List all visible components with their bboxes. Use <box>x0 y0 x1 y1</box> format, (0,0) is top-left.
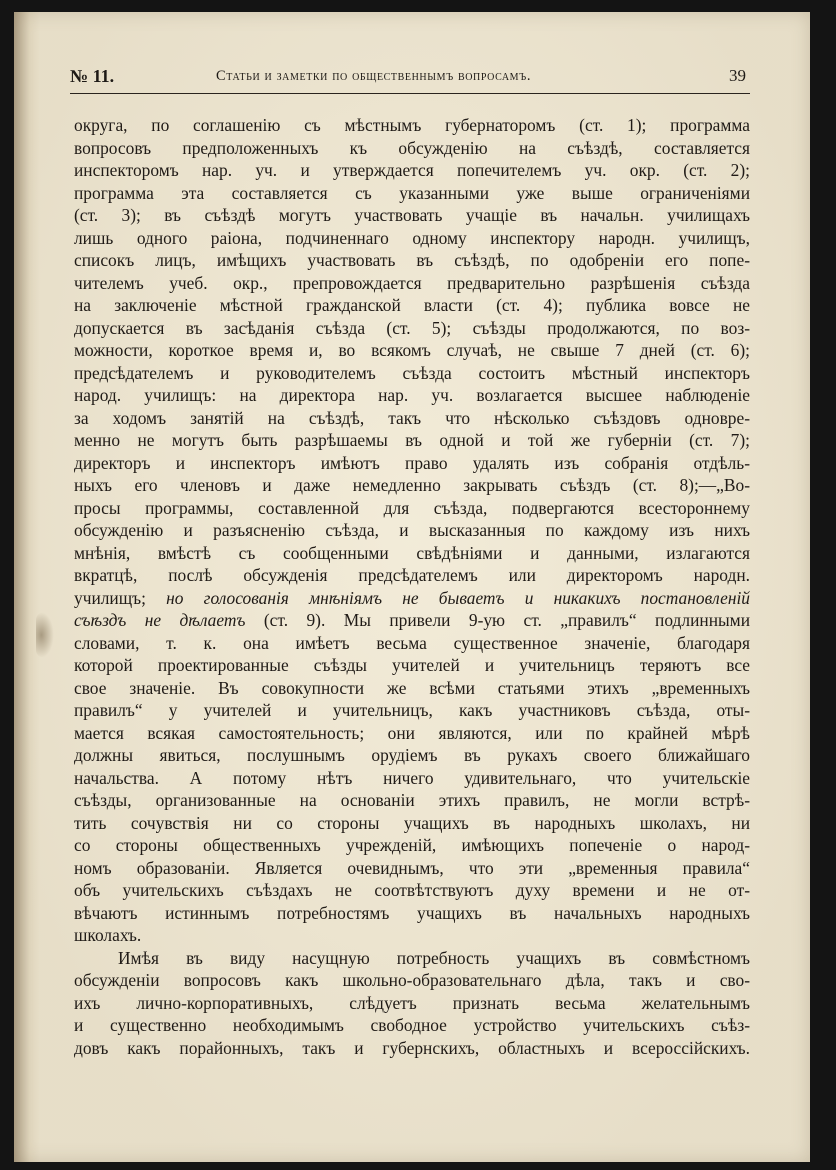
text-line: которой проектированные съѣзды учителей и учительницъ теряютъ все <box>74 655 750 675</box>
text-line: на заключеніе мѣстной гражданской власти (ст. 4); публика вовсе не <box>74 295 750 315</box>
page-spine-shadow <box>14 12 40 1162</box>
running-title: Статьи и заметки по общественнымъ вопросамъ. <box>216 68 532 84</box>
text-line: съѣзды, организованные на основаніи этихъ правилъ, не могли встрѣ- <box>74 790 750 810</box>
text-line: допускается въ засѣданія съѣзда (ст. 5); съѣзды продолжаются, по воз- <box>74 317 750 338</box>
text-line: директоръ и инспекторъ имѣютъ право удалять изъ собранія отдѣль- <box>74 452 750 473</box>
text-line: вкратцѣ, послѣ обсужденія предсѣдателемъ или директоромъ народн. <box>74 565 750 585</box>
text-line: начальства. А потому нѣтъ ничего удивительнаго, что учительскіе <box>74 767 750 788</box>
text-line: списокъ лицъ, имѣщихъ участвовать въ съѣздѣ, по одобреніи его попе- <box>74 250 750 270</box>
text-line: вѣчаютъ истиннымъ потребностямъ учащихъ въ начальныхъ народныхъ <box>74 902 750 923</box>
text-line: ихъ лично-корпоративныхъ, слѣдуетъ признать весьма желательнымъ <box>74 992 750 1013</box>
text-line: должны явиться, послушнымъ орудіемъ въ рукахъ своего ближайшаго <box>74 745 750 765</box>
text-line: номъ образованіи. Является очевиднымъ, что эти „временныя правила“ <box>74 857 750 878</box>
text-line: и существенно необходимымъ свободное устройство учительскихъ съѣз- <box>74 1015 750 1035</box>
page-number: 39 <box>729 66 746 85</box>
text-line: лишь одного раіона, подчиненнаго одному инспектору народн. училищъ, <box>74 227 750 248</box>
text-line: программа эта составляется съ указанными уже выше ограниченіями <box>74 182 750 203</box>
text-line: обсужденію и разъясненію съѣзда, и высказанныя по каждому изъ нихъ <box>74 520 750 540</box>
binding-damage <box>36 612 54 658</box>
text-line: со стороны общественныхъ учрежденій, имѣющихъ попеченіе о народ- <box>74 835 750 855</box>
text-line: предсѣдателемъ и руководителемъ съѣзда состоитъ мѣстный инспекторъ <box>74 362 750 383</box>
text-line: обсужденіи вопросовъ какъ школьно-образовательнаго дѣла, такъ и сво- <box>74 970 750 990</box>
text-line: свое значеніе. Въ совокупности же всѣми статьями этихъ „временныхъ <box>74 677 750 698</box>
text-line: объ учительскихъ съѣздахъ не соотвѣтствуютъ духу времени и не от- <box>74 880 750 900</box>
text-line: просы программы, составленной для съѣзда, подвергаются всестороннему <box>74 497 750 518</box>
header-rule <box>70 93 750 94</box>
text-line: вопросовъ предположенныхъ къ обсужденію на съѣздѣ, составляется <box>74 137 750 158</box>
text-line: инспекторомъ нар. уч. и утверждается попечителемъ уч. окр. (ст. 2); <box>74 160 750 180</box>
text-line: можности, короткое время и, во всякомъ случаѣ, не свыше 7 дней (ст. 6); <box>74 340 750 360</box>
italic-emphasis: но голосованія мнѣніямъ не бываетъ и никакихъ постановленій <box>166 587 750 608</box>
text-line: съѣздъ не дѣлаетъ (ст. 9). Мы привели 9-ую ст. „правилъ“ подлинными <box>74 610 750 630</box>
paragraph-start-line: Имѣя въ виду насущную потребность учащихъ въ совмѣстномъ <box>118 947 750 968</box>
text-line: правилъ“ у учителей и учительницъ, какъ участниковъ съѣзда, оты- <box>74 700 750 720</box>
text-line: народ. училищъ: на директора нар. уч. возлагается высшее наблюденіе <box>74 385 750 405</box>
text-line: ныхъ его членовъ и даже немедленно закрывать съѣздъ (ст. 8);—„Во- <box>74 475 750 495</box>
article-body <box>74 114 750 1059</box>
paragraph-end-line: школахъ. <box>74 925 142 945</box>
text-line: училищъ; но голосованія мнѣніямъ не бываетъ и никакихъ постановленій <box>74 587 750 608</box>
issue-number: № 11. <box>70 66 115 86</box>
text-line: менно не могутъ быть разрѣшаемы въ одной и той же губерніи (ст. 7); <box>74 430 750 450</box>
running-header <box>70 64 750 92</box>
text-line: (ст. 3); въ съѣздѣ могутъ участвовать учащіе въ начальн. училищахъ <box>74 205 750 225</box>
text-line: округа, по соглашенію съ мѣстнымъ губернаторомъ (ст. 1); программа <box>74 115 750 135</box>
text-line: чителемъ учеб. окр., препровождается предварительно разрѣшенія съѣзда <box>74 272 750 293</box>
text-line: мается всякая самостоятельность; они являются, или по крайней мѣрѣ <box>74 722 750 743</box>
text-line: довъ какъ порайонныхъ, такъ и губернскихъ, областныхъ и всероссійскихъ. <box>74 1037 750 1058</box>
text-line: тить сочувствія ни со стороны учащихъ въ народныхъ школахъ, ни <box>74 812 750 833</box>
text-line: словами, т. к. она имѣетъ весьма существенное значеніе, благодаря <box>74 632 750 653</box>
italic-emphasis: съѣздъ не дѣлаетъ <box>74 610 246 630</box>
text-line: за ходомъ занятій на съѣздѣ, такъ что нѣсколько съѣздовъ одновре- <box>74 407 750 428</box>
text-line: мнѣнія, вмѣстѣ съ сообщенными свѣдѣніями и данными, излагаются <box>74 542 750 563</box>
